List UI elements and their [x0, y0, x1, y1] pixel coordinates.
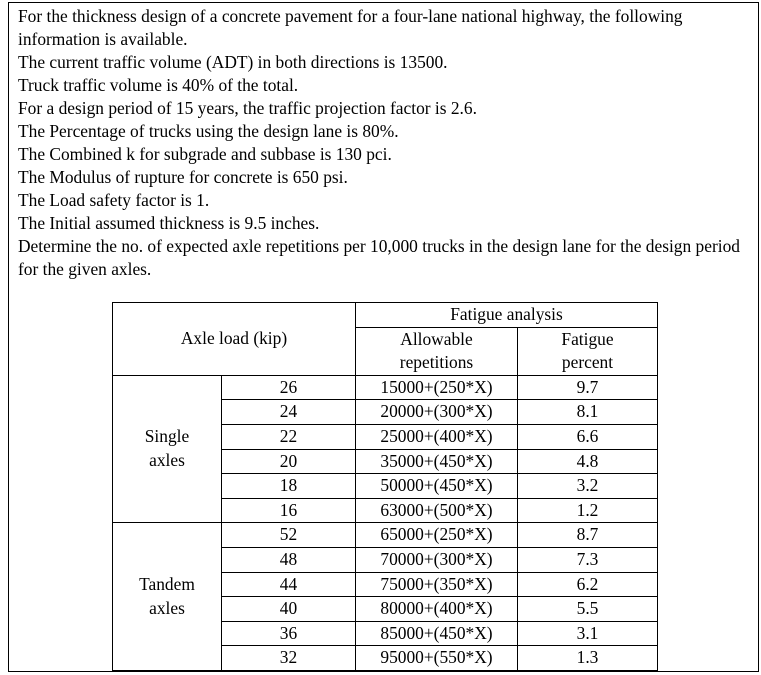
tandem-axles-label: [113, 523, 222, 671]
fatigue-cell: 1.3: [518, 646, 658, 671]
problem-line: The Combined k for subgrade and subbase is 130 pci.: [18, 144, 392, 164]
axle-load-cell: 44: [222, 572, 356, 597]
allowable-cell: 95000+(550*X): [356, 646, 518, 671]
fatigue-cell: 6.2: [518, 572, 658, 597]
axle-load-cell: 24: [222, 400, 356, 425]
problem-line: Determine the no. of expected axle repetitions per 10,000 trucks in the design lane for the design period for the given axles.: [18, 236, 740, 279]
axle-load-cell: 52: [222, 523, 356, 548]
axle-load-cell: 20: [222, 449, 356, 474]
group-label-line: axles: [149, 450, 185, 471]
allowable-cell: 70000+(300*X): [356, 547, 518, 572]
allowable-cell: 80000+(400*X): [356, 597, 518, 622]
allowable-cell: 20000+(300*X): [356, 400, 518, 425]
fatigue-cell: 1.2: [518, 498, 658, 523]
fatigue-cell: 9.7: [518, 375, 658, 400]
allowable-header-line: repetitions: [399, 352, 474, 373]
problem-line: For the thickness design of a concrete pavement for a four-lane national highway, the following information is available.: [18, 6, 683, 49]
fatigue-analysis-table: [112, 302, 658, 671]
problem-line: The Modulus of rupture for concrete is 650 psi.: [18, 167, 348, 187]
axle-load-cell: 18: [222, 474, 356, 499]
allowable-cell: 15000+(250*X): [356, 375, 518, 400]
axle-load-cell: 40: [222, 597, 356, 622]
fatigue-header-line: Fatigue: [561, 328, 614, 349]
axle-load-cell: 48: [222, 547, 356, 572]
allowable-cell: 35000+(450*X): [356, 449, 518, 474]
axle-load-cell: 32: [222, 646, 356, 671]
allowable-cell: 25000+(400*X): [356, 424, 518, 449]
group-label-line: axles: [149, 597, 185, 618]
problem-line: For a design period of 15 years, the traffic projection factor is 2.6.: [18, 98, 477, 118]
fatigue-cell: 7.3: [518, 547, 658, 572]
allowable-header-line: Allowable: [400, 328, 473, 349]
fatigue-cell: 3.2: [518, 474, 658, 499]
fatigue-cell: 8.1: [518, 400, 658, 425]
group-label-line: Tandem: [139, 574, 195, 595]
problem-line: Truck traffic volume is 40% of the total.: [18, 75, 299, 95]
allowable-cell: 63000+(500*X): [356, 498, 518, 523]
fatigue-cell: 8.7: [518, 523, 658, 548]
problem-statement: [18, 5, 753, 281]
fatigue-cell: 5.5: [518, 597, 658, 622]
axle-load-cell: 26: [222, 375, 356, 400]
axle-load-cell: 16: [222, 498, 356, 523]
single-axles-label: [113, 375, 222, 523]
fatigue-percent-header: [518, 327, 658, 375]
fatigue-cell: 4.8: [518, 449, 658, 474]
allowable-cell: 85000+(450*X): [356, 621, 518, 646]
fatigue-analysis-header: Fatigue analysis: [356, 303, 658, 328]
allowable-cell: 75000+(350*X): [356, 572, 518, 597]
allowable-cell: 50000+(450*X): [356, 474, 518, 499]
axle-load-cell: 36: [222, 621, 356, 646]
problem-line: The Initial assumed thickness is 9.5 inches.: [18, 213, 320, 233]
axle-load-header: Axle load (kip): [113, 303, 356, 376]
fatigue-cell: 3.1: [518, 621, 658, 646]
allowable-repetitions-header: [356, 327, 518, 375]
fatigue-header-line: percent: [561, 352, 614, 373]
allowable-cell: 65000+(250*X): [356, 523, 518, 548]
problem-line: The Percentage of trucks using the design lane is 80%.: [18, 121, 399, 141]
fatigue-cell: 6.6: [518, 424, 658, 449]
group-label-line: Single: [144, 426, 190, 447]
table-row: [113, 523, 658, 548]
problem-line: The Load safety factor is 1.: [18, 190, 210, 210]
axle-load-cell: 22: [222, 424, 356, 449]
table-row: [113, 375, 658, 400]
problem-line: The current traffic volume (ADT) in both directions is 13500.: [18, 52, 448, 72]
